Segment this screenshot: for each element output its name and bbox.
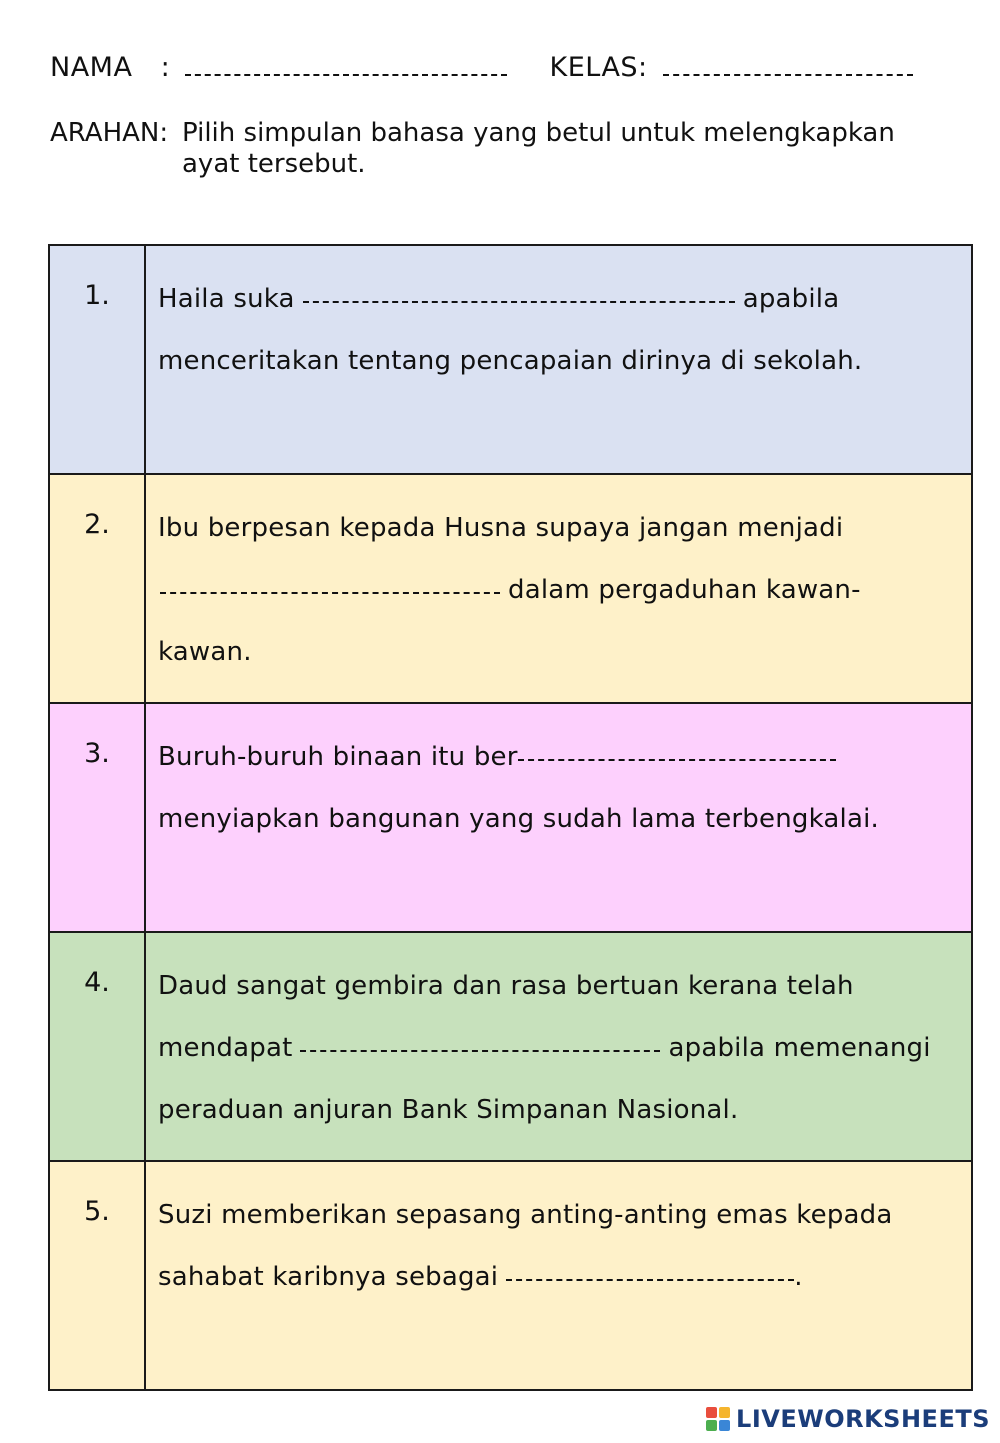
name-colon: : bbox=[160, 52, 171, 83]
question-sentence bbox=[145, 245, 972, 474]
sentence-after: menyiapkan bangunan yang sudah lama terbengkalai. bbox=[158, 804, 879, 834]
answer-blank[interactable] bbox=[160, 590, 500, 594]
question-row bbox=[49, 703, 972, 932]
sentence-after: . bbox=[794, 1262, 803, 1292]
question-sentence bbox=[145, 932, 972, 1161]
question-number: 2. bbox=[49, 474, 145, 703]
sentence-after: dalam pergaduhan kawan-kawan. bbox=[158, 575, 861, 667]
question-row bbox=[49, 932, 972, 1161]
question-number: 5. bbox=[49, 1161, 145, 1390]
instruction-block bbox=[50, 118, 930, 180]
class-label: KELAS: bbox=[549, 52, 648, 83]
question-table bbox=[48, 244, 973, 1391]
answer-blank[interactable] bbox=[518, 757, 836, 761]
instruction-text: Pilih simpulan bahasa yang betul untuk melengkapkan ayat tersebut. bbox=[182, 118, 895, 179]
sentence-before: Haila suka bbox=[158, 284, 295, 314]
liveworksheets-logo-icon bbox=[706, 1407, 730, 1431]
watermark-text: LIVEWORKSHEETS bbox=[736, 1405, 990, 1433]
answer-blank[interactable] bbox=[300, 1048, 660, 1052]
instruction-label: ARAHAN: bbox=[50, 118, 169, 148]
question-sentence bbox=[145, 703, 972, 932]
sentence-after: apabila memenangi peraduan anjuran Bank Simpanan Nasional. bbox=[158, 1033, 931, 1125]
question-number: 1. bbox=[49, 245, 145, 474]
sentence-before: Suzi memberikan sepasang anting-anting emas kepada sahabat karibnya sebagai bbox=[158, 1200, 893, 1292]
sentence-before: Ibu berpesan kepada Husna supaya jangan menjadi bbox=[158, 513, 844, 543]
question-row bbox=[49, 245, 972, 474]
question-row bbox=[49, 1161, 972, 1390]
question-sentence bbox=[145, 474, 972, 703]
sentence-before: Daud sangat gembira dan rasa bertuan kerana telah mendapat bbox=[158, 971, 854, 1063]
name-label: NAMA bbox=[50, 52, 133, 83]
watermark bbox=[706, 1405, 990, 1433]
answer-blank[interactable] bbox=[506, 1277, 794, 1281]
sentence-after: apabila menceritakan tentang pencapaian dirinya di sekolah. bbox=[158, 284, 863, 376]
student-info-line bbox=[50, 52, 919, 83]
answer-blank[interactable] bbox=[303, 299, 735, 303]
question-number: 3. bbox=[49, 703, 145, 932]
question-number: 4. bbox=[49, 932, 145, 1161]
sentence-before: Buruh-buruh binaan itu ber bbox=[158, 742, 518, 772]
question-row bbox=[49, 474, 972, 703]
name-blank[interactable] bbox=[185, 72, 507, 76]
class-blank[interactable] bbox=[663, 72, 913, 76]
question-sentence bbox=[145, 1161, 972, 1390]
